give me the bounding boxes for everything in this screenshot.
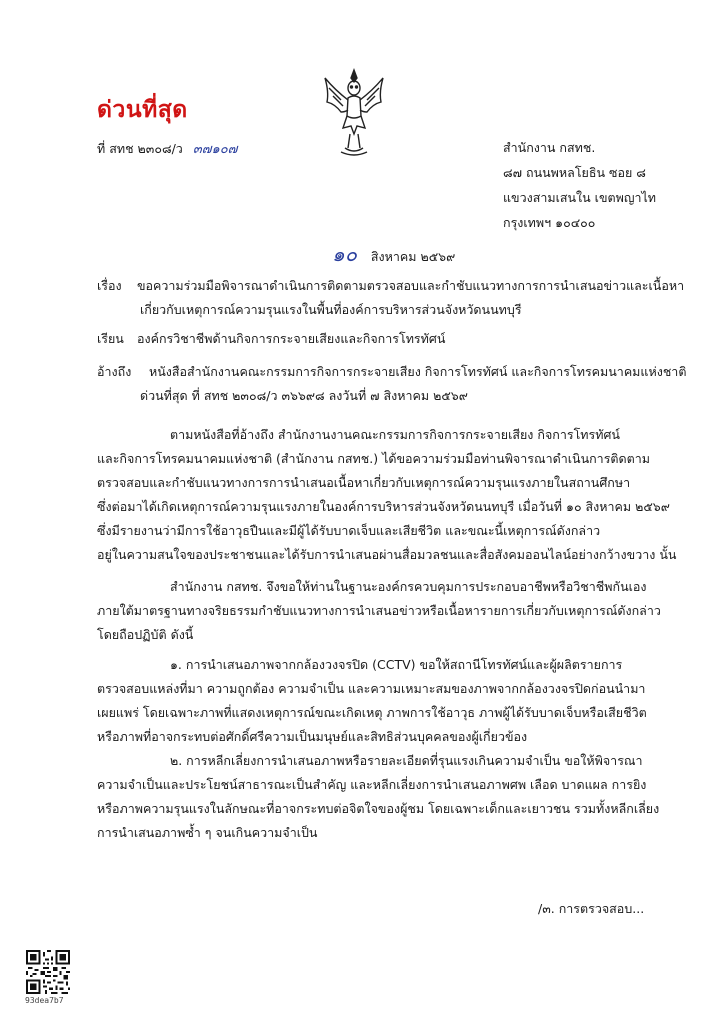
item-2-line: การนำเสนอภาพซ้ำ ๆ จนเกินความจำเป็น	[97, 825, 318, 840]
qr-code	[26, 950, 70, 994]
paragraph-2-line: ภายใต้มาตรฐานทางจริยธรรมกำชับแนวทางการนำเสนอข่าวหรือเนื้อหารายการเกี่ยวกับเหตุการณ์ดังกล่าว	[97, 603, 661, 618]
qr-caption: 93dea7b7	[25, 996, 64, 1005]
paragraph-1-line: และกิจการโทรคมนาคมแห่งชาติ (สำนักงาน กสทช.) ได้ขอความร่วมมือท่านพิจารณาดำเนินการติดตาม	[97, 451, 651, 466]
reference-line-2: ด่วนที่สุด ที่ สทช ๒๓๐๘/ว ๓๖๖๙๘ ลงวันที่ ๗ สิงหาคม ๒๕๖๙	[140, 388, 468, 403]
recipient-line	[97, 329, 445, 349]
reference-prefix: ที่ สทช ๒๓๐๘/ว	[97, 141, 183, 156]
subject-line-2: เกี่ยวกับเหตุการณ์ความรุนแรงในพื้นที่องค์การบริหารส่วนจังหวัดนนทบุรี	[140, 302, 522, 317]
paragraph-1-line: ซึ่งมีรายงานว่ามีการใช้อาวุธปืนและมีผู้ได้รับบาดเจ็บและเสียชีวิต และขณะนี้เหตุการณ์ดังกล่าว	[97, 523, 601, 538]
reference-text: หนังสือสำนักงานคณะกรรมการกิจการกระจายเสียง กิจการโทรทัศน์ และกิจการโทรคมนาคมแห่งชาติ	[148, 364, 687, 379]
urgency-heading: ด่วนที่สุด	[97, 97, 188, 123]
paragraph-1-line: ซึ่งต่อมาได้เกิดเหตุการณ์ความรุนแรงภายในองค์การบริหารส่วนจังหวัดนนทบุรี เมื่อวันที่ ๑๐ สิงหาคม ๒๕๖๙	[97, 499, 670, 514]
reference-number	[97, 138, 237, 159]
continuation-marker: /๓. การตรวจสอบ...	[538, 901, 645, 916]
date-month-year: สิงหาคม ๒๕๖๙	[370, 249, 456, 264]
paragraph-1-line: ตามหนังสือที่อ้างถึง สำนักงานงานคณะกรรมการกิจการกระจายเสียง กิจการโทรทัศน์	[170, 427, 620, 442]
item-1-line: ๑. การนำเสนอภาพจากกล้องวงจรปิด (CCTV) ขอให้สถานีโทรทัศน์และผู้ผลิตรายการ	[170, 657, 623, 672]
sender-address-line-3: แขวงสามเสนใน เขตพญาไท	[503, 190, 657, 205]
paragraph-2-line: โดยถือปฏิบัติ ดังนี้	[97, 627, 194, 642]
letter-date	[332, 238, 455, 270]
reference-label: อ้างถึง	[97, 364, 132, 379]
item-2-line: หรือภาพความรุนแรงในลักษณะที่อาจกระทบต่อจิตใจของผู้ชม โดยเฉพาะเด็กและเยาวชน รวมทั้งหลีกเลี่ยง	[97, 801, 660, 816]
sender-address-line-1: สำนักงาน กสทช.	[503, 140, 596, 155]
item-1-line: เผยแพร่ โดยเฉพาะภาพที่แสดงเหตุการณ์ขณะเกิดเหตุ ภาพการใช้อาวุธ ภาพผู้ได้รับบาดเจ็บหรือเสียชีวิต	[97, 705, 647, 720]
subject-line-1	[97, 276, 684, 296]
recipient-text: องค์กรวิชาชีพด้านกิจการกระจายเสียงและกิจการโทรทัศน์	[136, 331, 446, 346]
subject-text: ขอความร่วมมือพิจารณาดำเนินการติดตามตรวจสอบและกำชับแนวทางการการนำเสนอข่าวและเนื้อหา	[136, 278, 685, 293]
paragraph-1-line: ตรวจสอบและกำชับแนวทางการการนำเสนอเนื้อหาเกี่ยวกับเหตุการณ์ความรุนแรงภายในสถานศึกษา	[97, 475, 631, 490]
item-2-line: ๒. การหลีกเลี่ยงการนำเสนอภาพหรือรายละเอียดที่รุนแรงเกินความจำเป็น ขอให้พิจารณา	[170, 753, 643, 768]
date-day-handwritten: ๑๐	[332, 242, 357, 266]
subject-label: เรื่อง	[97, 278, 122, 293]
garuda-emblem	[321, 68, 387, 158]
item-1-line: หรือภาพที่อาจกระทบต่อศักดิ์ศรีความเป็นมนุษย์และสิทธิส่วนบุคคลของผู้เกี่ยวข้อง	[97, 729, 528, 744]
paragraph-2-line: สำนักงาน กสทช. จึงขอให้ท่านในฐานะองค์กรควบคุมการประกอบอาชีพหรือวิชาชีพกันเอง	[170, 579, 647, 594]
reference-line-1	[97, 362, 686, 382]
recipient-label: เรียน	[97, 331, 124, 346]
paragraph-1-line: อยู่ในความสนใจของประชาชนและได้รับการนำเสนอผ่านสื่อมวลชนและสื่อสังคมออนไลน์อย่างกว้างขวาง นั้น	[97, 547, 677, 562]
reference-number-handwritten: ๓๗๑๐๗	[192, 142, 238, 157]
item-1-line: ตรวจสอบแหล่งที่มา ความถูกต้อง ความจำเป็น และความเหมาะสมของภาพจากกล้องวงจรปิดก่อนนำมา	[97, 681, 646, 696]
sender-address-line-4: กรุงเทพฯ ๑๐๔๐๐	[503, 215, 596, 230]
sender-address-line-2: ๘๗ ถนนพหลโยธิน ซอย ๘	[503, 165, 646, 180]
item-2-line: ความจำเป็นและประโยชน์สาธารณะเป็นสำคัญ และหลีกเลี่ยงการนำเสนอภาพศพ เลือด บาดแผล การยิง	[97, 777, 647, 792]
